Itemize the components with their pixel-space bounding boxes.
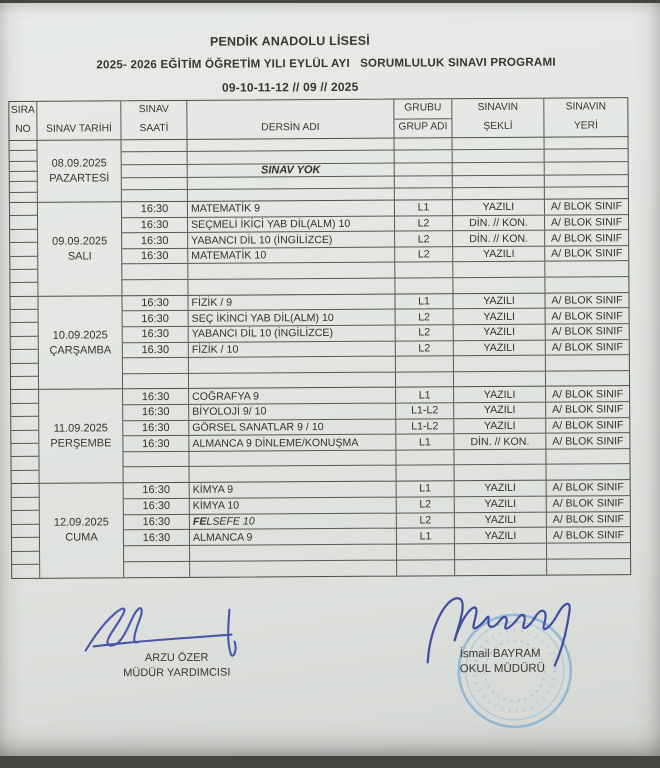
exam-row — [122, 277, 628, 295]
exam-rows — [122, 199, 629, 295]
exam-type-cell — [453, 278, 545, 293]
exam-place-cell: A/ BLOK SINIF — [550, 216, 623, 229]
header-sinavin-yeri — [544, 98, 627, 137]
exam-time-cell: 16:30 — [122, 202, 188, 217]
day-block — [10, 137, 628, 203]
lesson-name-cell: KİMYA 10 — [190, 497, 397, 513]
header-dersin-adi — [187, 100, 394, 139]
exam-type-cell: YAZILI — [454, 340, 546, 355]
sira-no-cell — [10, 216, 37, 230]
sira-no-column — [10, 141, 38, 202]
exam-date-cell — [40, 483, 125, 577]
lesson-name-cell: MATEMATİK 9 — [188, 201, 395, 217]
exam-place-cell: A/ BLOK SINIF — [551, 247, 623, 260]
lesson-name-cell — [188, 263, 395, 279]
header-grubu — [394, 99, 452, 137]
exam-time-cell — [123, 358, 189, 373]
vice-principal-name: ARZU ÖZER — [144, 651, 209, 665]
exam-place-cell: A/ BLOK SINIF — [552, 434, 624, 448]
header-sira-line1: SIRA — [10, 104, 35, 116]
group-cell — [396, 356, 454, 371]
exam-type-cell: YAZILI — [453, 293, 545, 308]
exam-place-cell: A/ BLOK SINIF — [551, 325, 623, 338]
lesson-name-cell: ALMANCA 9 — [190, 529, 397, 545]
exam-time-cell — [124, 467, 190, 482]
header-yeri-line2: YERİ — [573, 120, 599, 132]
lesson-name-cell — [190, 561, 397, 577]
group-cell — [395, 138, 453, 150]
group-cell — [395, 163, 453, 175]
exam-type-cell — [453, 187, 545, 199]
exam-date-cell — [38, 296, 123, 389]
header-grubu-line2: GRUP ADI — [398, 121, 448, 133]
lesson-name-cell: SINAV YOK — [188, 163, 395, 176]
lesson-name-cell: FİZİK / 10 — [189, 341, 396, 357]
lesson-name-cell: GÖRSEL SANATLAR 9 / 10 — [189, 419, 396, 435]
sira-no-cell — [10, 243, 37, 257]
exam-type-cell: YAZILI — [455, 481, 547, 496]
exam-time-cell — [122, 152, 188, 164]
exam-type-cell: YAZILI — [454, 418, 546, 433]
principal-name: İsmail BAYRAM — [459, 647, 541, 661]
group-cell: L2 — [397, 513, 455, 528]
lesson-name-cell: YABANCI DİL 10 (İNGİLİZCE) — [188, 232, 395, 248]
exam-rows — [122, 293, 629, 389]
exam-type-cell — [453, 150, 545, 162]
exam-type-cell — [455, 544, 547, 559]
exam-type-cell — [455, 560, 547, 575]
header-tarih-label: SINAV TARİHİ — [46, 123, 112, 135]
lesson-name-cell: FE LSEFE 10 — [190, 513, 397, 529]
exam-time-cell: 16:30 — [123, 311, 189, 326]
sira-no-cell — [10, 151, 37, 161]
exam-place-cell: A/ BLOK SINIF — [552, 403, 624, 416]
sira-no-cell — [10, 161, 37, 171]
exam-time-cell — [122, 190, 188, 202]
group-cell: L1-L2 — [396, 419, 454, 434]
group-cell: L2 — [395, 231, 453, 246]
exam-place-cell — [545, 187, 628, 199]
exam-time-cell — [122, 140, 188, 152]
exam-type-cell: YAZILI — [454, 387, 546, 402]
exam-time-cell — [122, 177, 188, 189]
exam-place-cell — [545, 262, 628, 277]
sira-no-cell — [12, 524, 39, 538]
sira-no-cell — [11, 337, 38, 351]
sira-no-cell — [11, 350, 38, 364]
exam-time-cell: 16:30 — [124, 514, 190, 529]
exam-place-cell: A/ BLOK SINIF — [550, 200, 623, 213]
exam-time-cell: 16:30 — [122, 233, 188, 248]
sira-no-column — [10, 203, 39, 296]
exam-time-cell: 16:30 — [123, 405, 189, 420]
exam-type-cell: YAZILI — [455, 528, 547, 543]
sira-no-cell — [10, 270, 37, 284]
lesson-name-cell: BİYOLOJİ 9/ 10 — [189, 404, 396, 420]
exam-place-cell — [547, 465, 630, 480]
exam-place-cell: A/ BLOK SINIF — [550, 231, 623, 245]
exam-time-cell: 16:30 — [123, 327, 189, 342]
sira-no-cell — [10, 203, 37, 217]
sira-no-cell — [12, 484, 39, 498]
exam-time-cell: 16.30 — [123, 342, 189, 357]
exam-type-cell — [454, 371, 546, 386]
exam-row — [124, 465, 630, 483]
header-sira-line2: NO — [15, 123, 31, 136]
exam-schedule-table — [8, 97, 631, 579]
group-cell: L2 — [396, 310, 454, 325]
vice-principal-title: MÜDÜR YARDIMCISI — [123, 666, 231, 680]
header-sinav-saati — [121, 101, 187, 139]
group-cell: L1 — [395, 200, 453, 215]
exam-time-cell: 16:30 — [122, 217, 188, 232]
exam-place-cell — [545, 137, 628, 149]
table-body — [10, 137, 631, 578]
lesson-name-cell: YABANCI DİL 10 (İNGİLİZCE) — [189, 326, 396, 342]
lesson-name-cell — [188, 139, 395, 152]
exam-place-cell — [545, 175, 628, 187]
sira-no-cell — [12, 497, 39, 511]
header-sinavin-sekli — [452, 99, 544, 138]
exam-rows — [122, 137, 628, 201]
document-title: 2025- 2026 EĞİTİM ÖĞRETİM YILI EYLÜL AYI SORUMLULUK SINAVI PROGRAMI — [96, 55, 556, 72]
header-yeri-line1: SINAVIN — [565, 101, 607, 113]
exam-place-cell: A/ BLOK SINIF — [552, 497, 624, 510]
group-cell: L1 — [397, 529, 455, 544]
school-name: PENDİK ANADOLU LİSESİ — [209, 33, 370, 49]
group-cell: L2 — [395, 216, 453, 231]
exam-day: PERŞEMBE — [50, 437, 112, 450]
sira-no-cell — [11, 404, 38, 418]
exam-date-cell — [39, 390, 124, 483]
sira-no-cell — [12, 565, 39, 578]
exam-type-cell: YAZILI — [455, 497, 547, 512]
lesson-name-cell: COĞRAFYA 9 — [189, 388, 396, 404]
lesson-name-cell: SEÇ İKİNCİ YAB DİL(ALM) 10 — [189, 310, 396, 326]
exam-type-cell — [453, 138, 545, 150]
day-block — [10, 199, 629, 296]
lesson-name-cell: FİZİK / 9 — [188, 294, 395, 310]
exam-place-cell — [547, 559, 630, 574]
exam-type-cell — [453, 162, 545, 175]
sira-no-column — [10, 296, 39, 389]
lesson-name-cell: KİMYA 9 — [190, 482, 397, 498]
day-block — [12, 480, 631, 577]
sira-no-cell — [10, 256, 37, 270]
exam-type-cell: YAZILI — [455, 512, 547, 527]
lesson-name-cell — [189, 372, 396, 388]
group-cell — [395, 188, 453, 200]
sira-no-cell — [11, 390, 38, 404]
exam-place-cell: A/ BLOK SINIF — [551, 387, 624, 401]
exam-type-cell — [453, 175, 545, 187]
sira-no-cell — [11, 363, 38, 377]
sira-no-cell — [10, 141, 37, 151]
exam-place-cell — [545, 277, 628, 292]
group-cell — [396, 372, 454, 387]
exam-type-cell — [454, 449, 546, 464]
exam-type-cell: YAZILI — [453, 247, 545, 262]
exam-place-cell — [545, 149, 628, 161]
group-cell: L2 — [396, 341, 454, 356]
exam-type-cell — [453, 262, 545, 277]
exam-time-cell: 16:30 — [122, 296, 188, 311]
day-block — [11, 387, 630, 484]
header-grubu-line1: GRUBU — [394, 99, 451, 119]
group-cell — [396, 450, 454, 465]
exam-rows — [124, 480, 631, 577]
exam-type-cell: YAZILI — [454, 309, 546, 324]
exam-date: 09.09.2025 — [52, 235, 108, 248]
exam-time-cell: 16:30 — [123, 420, 189, 435]
exam-place-cell: A/ BLOK SINIF — [552, 481, 624, 495]
exam-type-cell: DİN. // KON. — [454, 434, 546, 449]
exam-place-cell — [545, 162, 628, 175]
sira-no-cell — [10, 172, 37, 182]
exam-type-cell: DİN. // KON. — [453, 215, 545, 230]
exam-time-cell — [124, 546, 190, 561]
header-saat-line2: SAATİ — [139, 123, 169, 135]
exam-place-cell — [546, 371, 629, 386]
sira-no-cell — [10, 283, 37, 296]
lesson-name-cell — [188, 151, 395, 164]
exam-date-cell — [38, 140, 122, 202]
sira-no-column — [12, 484, 41, 578]
group-cell: L1-L2 — [396, 403, 454, 418]
group-cell — [397, 560, 455, 575]
sira-no-cell — [11, 444, 38, 458]
exam-time-cell: 16:30 — [124, 499, 190, 514]
exam-day: ÇARŞAMBA — [49, 343, 112, 357]
lesson-name-cell: MATEMATİK 10 — [188, 247, 395, 263]
group-cell — [395, 176, 453, 188]
group-cell: L2 — [397, 497, 455, 512]
exam-type-cell: DİN. // KON. — [453, 231, 545, 246]
exam-time-cell — [122, 264, 188, 279]
lesson-name-cell — [190, 545, 397, 561]
principal-title: OKUL MÜDÜRÜ — [459, 662, 546, 676]
sira-no-cell — [12, 471, 39, 484]
exam-dates-line: 09-10-11-12 // 09 // 2025 — [221, 79, 359, 95]
header-ders-label: DERSİN ADI — [261, 122, 320, 134]
exam-time-cell: 16:30 — [124, 530, 190, 545]
exam-time-cell — [123, 452, 189, 467]
exam-time-cell: 16:30 — [123, 436, 189, 451]
header-sekil-line2: ŞEKLİ — [483, 121, 513, 133]
exam-day: CUMA — [65, 531, 98, 545]
exam-type-cell: YAZILI — [454, 325, 546, 340]
exam-place-cell — [547, 543, 630, 558]
exam-time-cell — [122, 164, 188, 176]
exam-type-cell — [455, 465, 547, 480]
sira-no-cell — [10, 230, 37, 244]
header-sinav-tarihi — [37, 101, 121, 140]
exam-date: 10.09.2025 — [52, 328, 108, 342]
table-header-row — [9, 98, 627, 141]
sira-no-cell — [11, 417, 38, 431]
lesson-name-cell: ALMANCA 9 DİNLEME/KONUŞMA — [189, 435, 396, 451]
signature-scribble-icon — [421, 587, 592, 674]
exam-time-cell: 16:30 — [124, 483, 190, 498]
exam-type-cell: YAZILI — [454, 403, 546, 418]
exam-time-cell — [124, 562, 190, 577]
sira-no-cell — [10, 296, 37, 310]
lesson-name-cell: SEÇMELİ İKİCİ YAB DİL(ALM) 10 — [188, 216, 395, 232]
group-cell: L2 — [395, 247, 453, 262]
exam-type-cell: YAZILI — [453, 200, 545, 215]
exam-time-cell: 16:30 — [122, 249, 188, 264]
exam-time-cell: 16:30 — [123, 389, 189, 404]
group-cell — [395, 263, 453, 278]
exam-type-cell — [454, 356, 546, 371]
header-sekil-line1: SINAVIN — [477, 101, 519, 114]
sira-no-cell — [11, 323, 38, 337]
sira-no-cell — [12, 511, 39, 525]
group-cell: L1 — [396, 388, 454, 403]
exam-place-cell: A/ BLOK SINIF — [552, 529, 625, 542]
sira-no-cell — [11, 457, 38, 471]
sira-no-cell — [12, 551, 39, 565]
group-cell: L2 — [396, 325, 454, 340]
exam-place-cell — [546, 449, 629, 464]
principal-signature-block — [421, 587, 632, 675]
group-cell — [395, 278, 453, 293]
sira-no-cell — [10, 182, 37, 192]
sira-no-cell — [12, 538, 39, 552]
day-block — [10, 293, 629, 390]
group-cell — [395, 150, 453, 162]
lesson-name-cell — [189, 450, 396, 466]
lesson-name-cell — [189, 357, 396, 373]
exam-place-cell: A/ BLOK SINIF — [552, 419, 624, 432]
exam-date: 08.09.2025 — [51, 157, 107, 170]
exam-place-cell: A/ BLOK SINIF — [551, 341, 623, 354]
exam-day: PAZARTESİ — [49, 172, 110, 185]
scanned-paper-sheet — [0, 3, 660, 756]
exam-date-cell — [38, 202, 123, 295]
exam-date: 11.09.2025 — [53, 422, 108, 435]
header-saat-line1: SINAV — [138, 103, 169, 116]
lesson-name-cell — [188, 279, 395, 295]
sira-no-cell — [11, 377, 38, 390]
group-cell: L1 — [397, 481, 455, 496]
sira-no-cell — [11, 310, 38, 324]
exam-time-cell — [122, 280, 188, 295]
lesson-name-cell — [188, 176, 395, 189]
group-cell — [397, 466, 455, 481]
group-cell: L1 — [395, 294, 453, 309]
exam-place-cell: A/ BLOK SINIF — [551, 309, 623, 323]
group-cell: L1 — [396, 434, 454, 449]
lesson-name-cell — [190, 466, 397, 482]
lesson-name-cell — [188, 188, 395, 201]
exam-place-cell — [546, 355, 629, 370]
document-content — [0, 1, 660, 758]
exam-row — [124, 559, 630, 577]
exam-row — [123, 371, 629, 389]
vice-principal-signature-block — [71, 597, 281, 679]
exam-rows — [123, 387, 630, 483]
group-cell — [397, 544, 455, 559]
sira-no-cell — [10, 192, 37, 201]
sira-no-cell — [11, 430, 38, 444]
exam-place-cell: A/ BLOK SINIF — [552, 513, 625, 526]
exam-place-cell: A/ BLOK SINIF — [551, 294, 623, 307]
sira-no-column — [11, 390, 40, 483]
exam-time-cell — [123, 374, 189, 389]
exam-day: SALI — [67, 250, 92, 263]
header-sira-no — [9, 102, 37, 140]
exam-date: 12.09.2025 — [53, 516, 109, 530]
